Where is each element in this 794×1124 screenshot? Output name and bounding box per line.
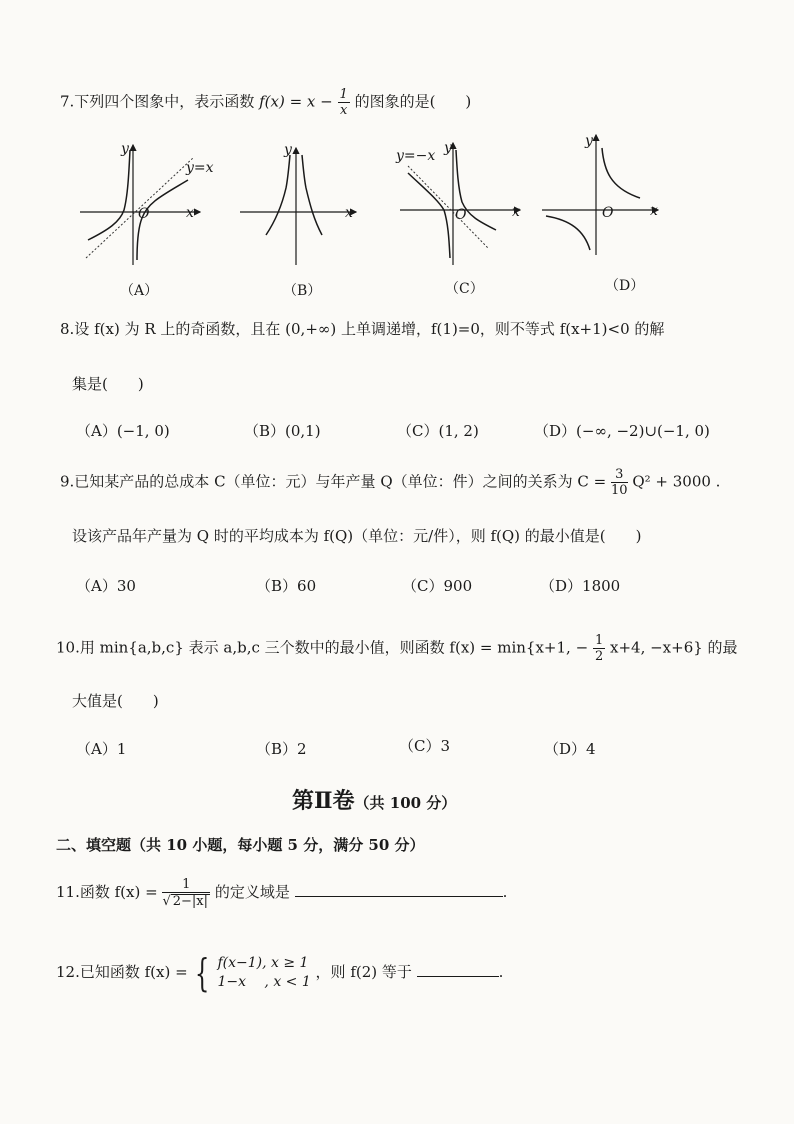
q9-stem-line1 — [60, 468, 720, 497]
q9-prefix: 9.已知某产品的总成本 C（单位：元）与年产量 Q（单位：件）之间的关系为 C = — [60, 472, 607, 491]
q11-frac-num: 1 — [162, 878, 210, 893]
q12-case2: 1−x , x < 1 — [217, 974, 311, 990]
graph-d-svg — [540, 130, 665, 262]
graph-d-label: （D） — [605, 278, 645, 294]
q9-choice-a[interactable]: （A）30 — [76, 577, 136, 595]
q9-fraction — [611, 468, 628, 497]
q10-prefix: 10.用 min{a,b,c} 表示 a,b,c 三个数中的最小值，则函数 f(x) = min{x+1, − — [56, 638, 589, 657]
graph-a-origin: O — [138, 206, 150, 222]
graph-d-x-label: x — [650, 203, 658, 219]
q10-frac-den: 2 — [594, 649, 604, 664]
q8-choice-a[interactable]: （A）(−1, 0) — [76, 422, 170, 440]
graph-c-line-label: y=−x — [396, 148, 436, 164]
q7-frac-num: 1 — [339, 87, 348, 102]
q12-end: . — [498, 963, 504, 981]
q9-choice-c[interactable]: （C）900 — [402, 577, 473, 595]
q11-answer-blank[interactable] — [295, 882, 503, 897]
q8-stem-line2: 集是( ) — [72, 375, 144, 393]
graph-b-label: （B） — [283, 283, 322, 299]
q12-stem — [56, 951, 504, 995]
q7-function: f(x) = x − — [259, 92, 333, 111]
graph-d-origin: O — [602, 205, 614, 221]
q8-choice-b[interactable]: （B）(0,1) — [244, 422, 321, 440]
q7-fraction — [338, 88, 350, 117]
graph-c-origin: O — [455, 207, 467, 223]
q10-suffix: x+4, −x+6} 的最 — [610, 638, 738, 657]
graph-d-y-label: y — [585, 133, 593, 149]
q9-choice-b[interactable]: （B）60 — [256, 577, 317, 595]
q11-frac-den: 2−|x| — [172, 894, 209, 909]
q11-end: . — [502, 883, 508, 901]
q12-brace: { — [195, 951, 210, 995]
q10-frac-num: 1 — [594, 633, 604, 648]
q10-choice-a[interactable]: （A）1 — [76, 740, 127, 758]
q8-choice-d[interactable]: （D）(−∞, −2)∪(−1, 0) — [534, 422, 710, 440]
part-heading: 二、填空题（共 10 小题，每小题 5 分，满分 50 分） — [56, 836, 425, 854]
q12-case1: f(x−1), x ≥ 1 — [217, 955, 309, 972]
q10-stem-line2: 大值是( ) — [72, 692, 159, 710]
q11-prefix: 11.函数 f(x) = — [56, 883, 158, 901]
graph-a-label: （A） — [120, 283, 159, 299]
graph-c-y-label: y — [444, 140, 452, 156]
graph-a-line-label: y=x — [186, 160, 214, 176]
q10-choice-d[interactable]: （D）4 — [544, 740, 596, 758]
graph-d — [540, 130, 665, 262]
q9-choice-d[interactable]: （D）1800 — [540, 577, 621, 595]
q8-choice-c[interactable]: （C）(1, 2) — [397, 422, 479, 440]
q8-stem-line1: 8.设 f(x) 为 R 上的奇函数，且在 (0,+∞) 上单调递增，f(1)=0，则不等式 f(x+1)<0 的解 — [60, 320, 665, 338]
section-note: （共 100 分） — [354, 794, 457, 812]
q11-suffix: 的定义域是 — [214, 883, 290, 901]
q10-choice-c[interactable]: （C）3 — [399, 737, 451, 755]
q10-choice-b[interactable]: （B）2 — [256, 740, 307, 758]
q7-suffix: 的图象的是( ) — [354, 92, 472, 111]
q12-answer-blank[interactable] — [417, 962, 499, 977]
graph-a-x-label: x — [186, 205, 194, 221]
q9-frac-den: 10 — [611, 483, 628, 498]
section-title-text: 第Ⅱ卷 — [292, 788, 355, 814]
q9-suffix: Q² + 3000 . — [632, 472, 721, 491]
graph-c-x-label: x — [512, 204, 520, 220]
q7-prefix: 7.下列四个图象中，表示函数 — [60, 92, 255, 111]
q12-prefix: 12.已知函数 f(x) = — [56, 963, 188, 981]
graph-c-label: （C） — [445, 281, 484, 297]
q12-cases — [217, 954, 310, 992]
q10-stem-line1 — [56, 634, 738, 663]
q9-stem-line2: 设该产品年产量为 Q 时的平均成本为 f(Q)（单位：元/件），则 f(Q) 的最小值是( ) — [72, 527, 642, 545]
q9-frac-num: 3 — [611, 468, 628, 483]
graph-b-x-label: x — [345, 205, 353, 221]
q11-stem — [56, 878, 507, 908]
section-title — [292, 784, 456, 815]
q7-frac-den: x — [339, 103, 348, 118]
graph-b-y-label: y — [284, 142, 292, 158]
q10-fraction — [593, 634, 605, 663]
graph-a-y-label: y — [121, 141, 129, 157]
q12-suffix: ，则 f(2) 等于 — [315, 963, 412, 981]
q11-fraction: $\frac{1}{√ 2-|x|}$ — [162, 877, 209, 909]
q7-stem — [60, 88, 471, 117]
